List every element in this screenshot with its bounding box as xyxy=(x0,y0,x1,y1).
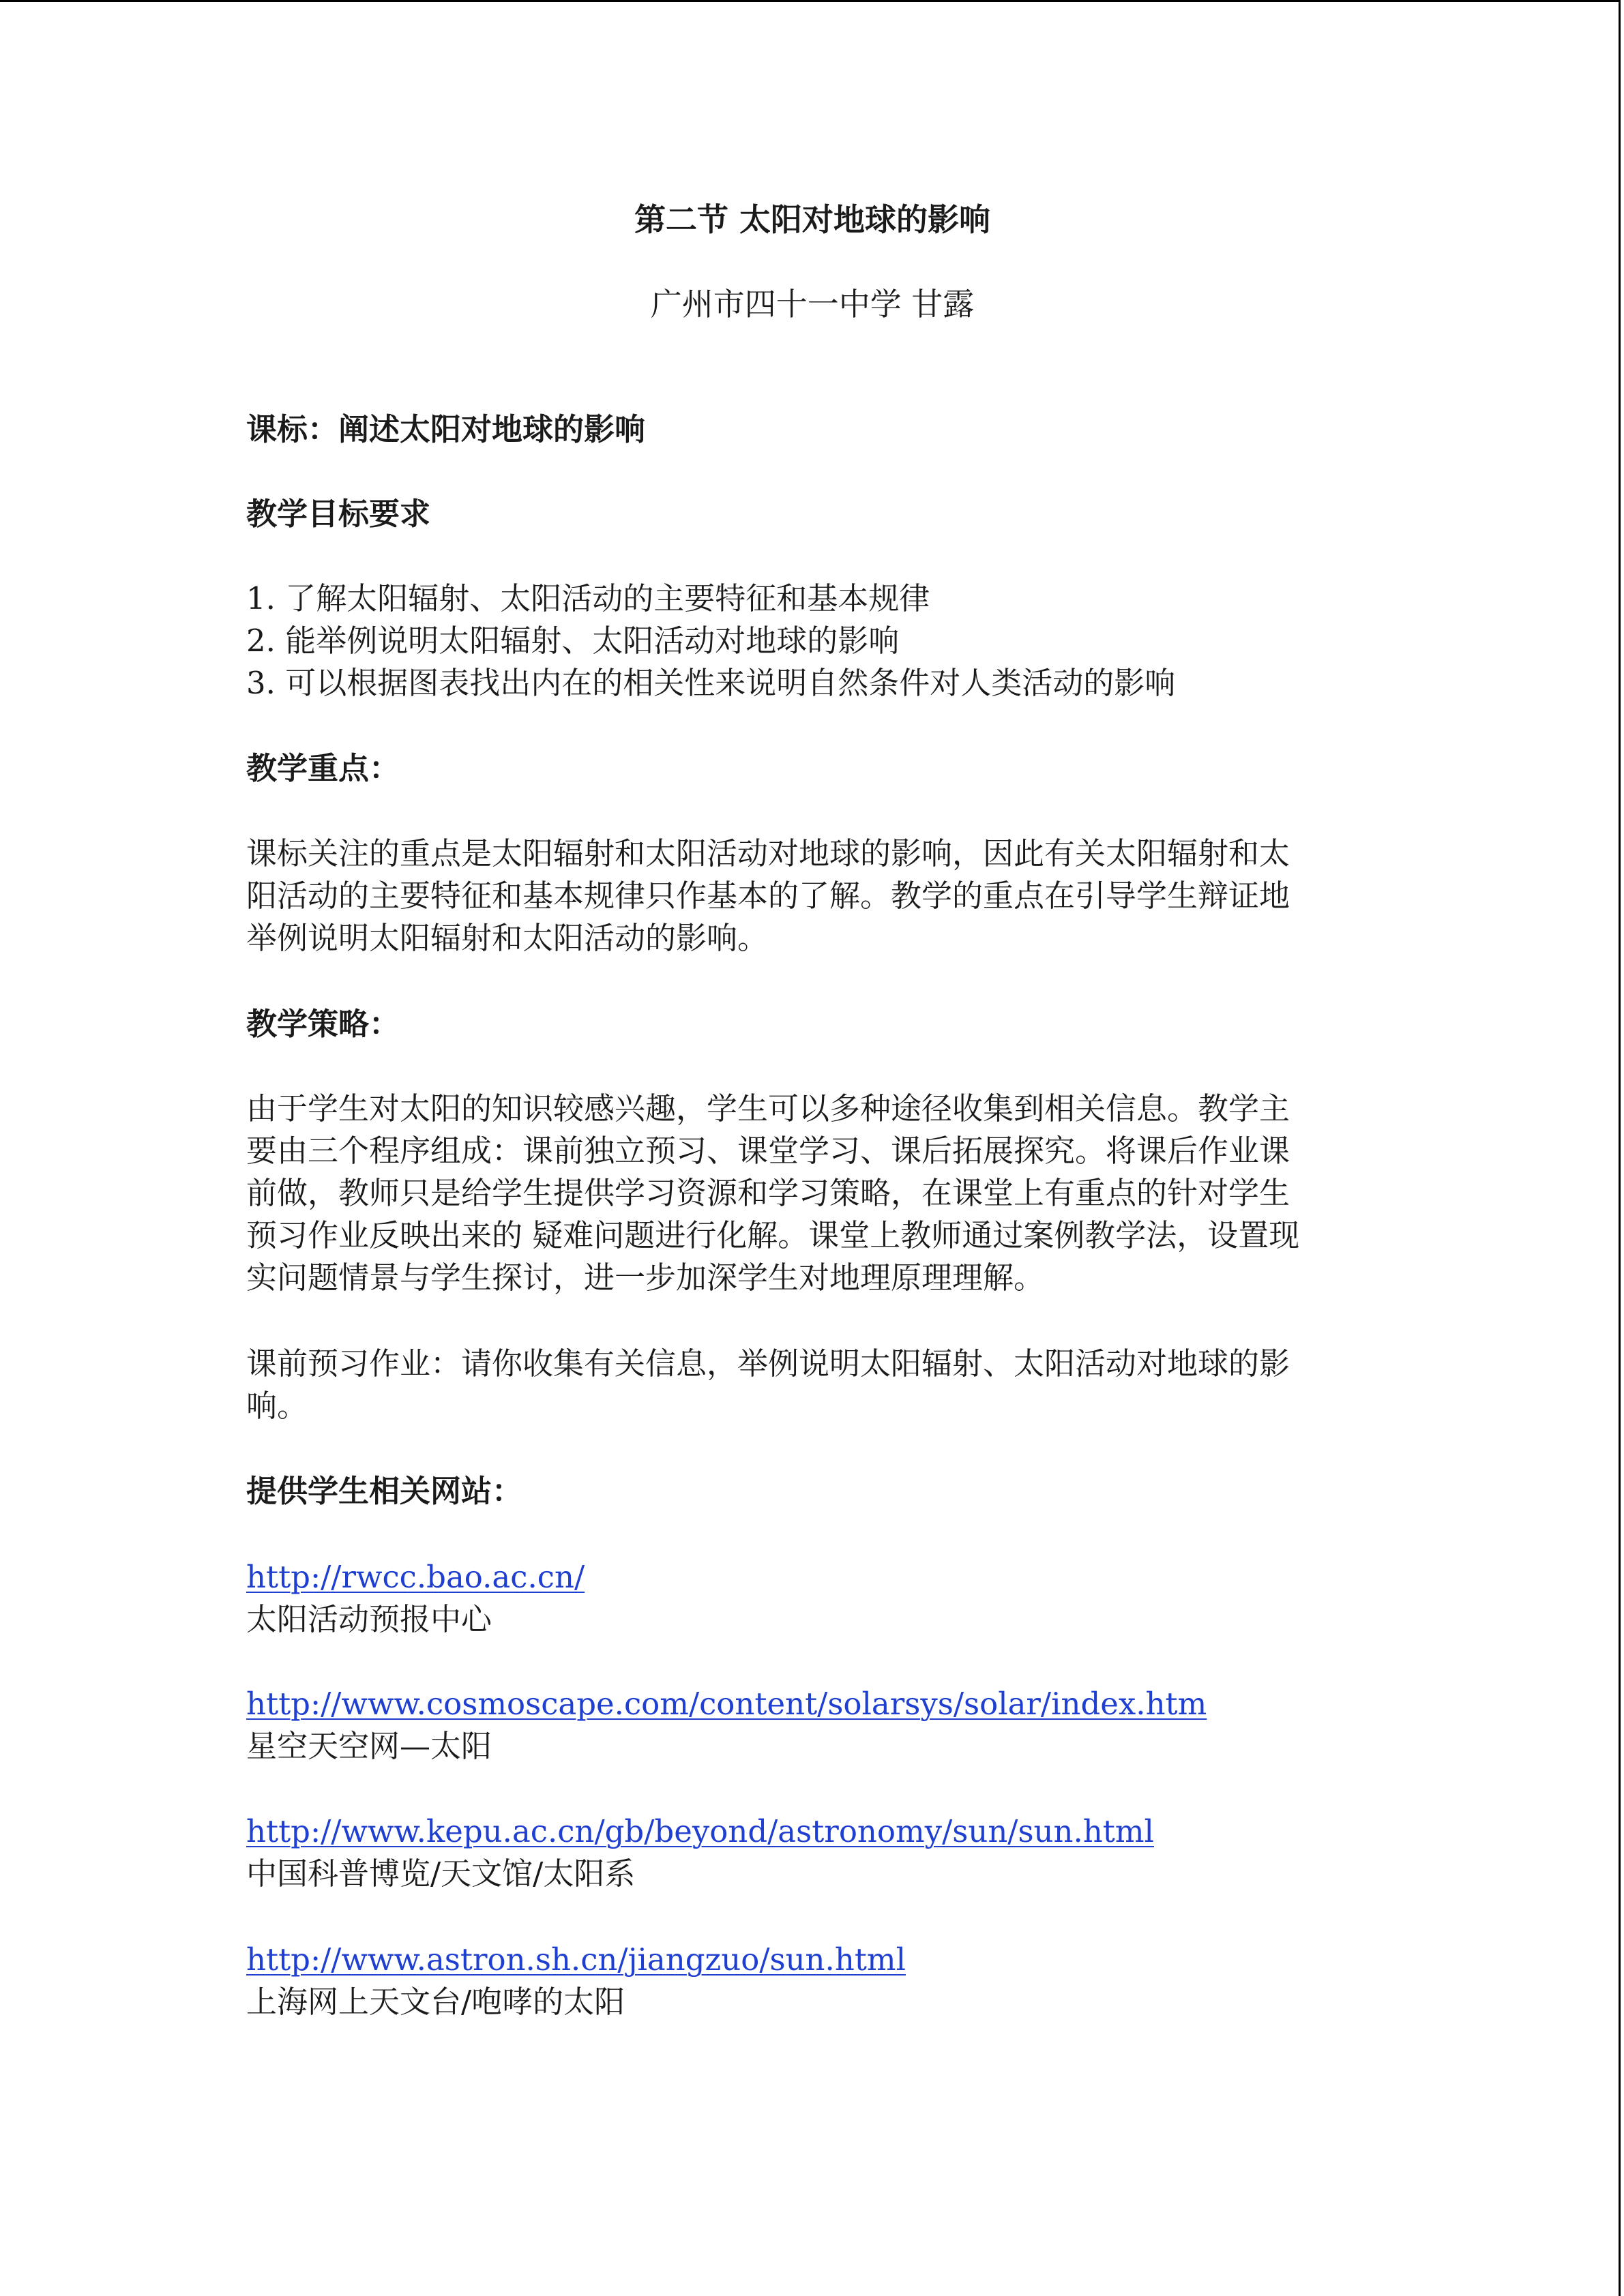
paragraph-line: 由于学生对太阳的知识较感兴趣，学生可以多种途径收集到相关信息。教学主 xyxy=(246,1090,1290,1127)
strategy-heading: 教学策略： xyxy=(246,1006,400,1042)
website-description: 星空天空网—太阳 xyxy=(246,1728,492,1764)
homework-paragraph xyxy=(246,1343,1378,1427)
paragraph-line: 阳活动的主要特征和基本规律只作基本的了解。教学的重点在引导学生辩证地 xyxy=(246,878,1290,914)
objectives-list xyxy=(246,578,1378,704)
objective-item: 2. 能举例说明太阳辐射、太阳活动对地球的影响 xyxy=(246,623,900,659)
paragraph-line: 响。 xyxy=(246,1388,308,1424)
website-link[interactable]: http://rwcc.bao.ac.cn/ xyxy=(246,1559,585,1595)
paragraph-line: 要由三个程序组成：课前独立预习、课堂学习、课后拓展探究。将课后作业课 xyxy=(246,1133,1290,1169)
website-link[interactable]: http://www.cosmoscape.com/content/solarsys/solar/index.htm xyxy=(246,1686,1207,1722)
keypoints-heading: 教学重点： xyxy=(246,750,400,786)
websites-heading: 提供学生相关网站： xyxy=(246,1473,523,1509)
website-entry xyxy=(246,1683,1378,1768)
objective-item: 3. 可以根据图表找出内在的相关性来说明自然条件对人类活动的影响 xyxy=(246,665,1176,701)
website-description: 上海网上天文台/咆哮的太阳 xyxy=(246,1984,625,2020)
keypoints-paragraph xyxy=(246,833,1378,959)
website-description: 太阳活动预报中心 xyxy=(246,1601,492,1637)
website-link[interactable]: http://www.astron.sh.cn/jiangzuo/sun.html xyxy=(246,1941,906,1978)
document-author: 广州市四十一中学 甘露 xyxy=(650,286,975,323)
objective-item: 1. 了解太阳辐射、太阳活动的主要特征和基本规律 xyxy=(246,580,930,616)
paragraph-line: 课标关注的重点是太阳辐射和太阳活动对地球的影响，因此有关太阳辐射和太 xyxy=(246,835,1290,871)
website-entry xyxy=(246,1810,1378,1895)
objectives-heading: 教学目标要求 xyxy=(246,496,431,532)
paragraph-line: 实问题情景与学生探讨，进一步加深学生对地理原理理解。 xyxy=(246,1259,1045,1296)
website-description: 中国科普博览/天文馆/太阳系 xyxy=(246,1855,636,1892)
website-entry xyxy=(246,1939,1378,2023)
paragraph-line: 举例说明太阳辐射和太阳活动的影响。 xyxy=(246,920,769,956)
strategy-paragraph xyxy=(246,1088,1378,1299)
paragraph-line: 课前预习作业：请你收集有关信息，举例说明太阳辐射、太阳活动对地球的影 xyxy=(246,1345,1290,1382)
document-title: 第二节 太阳对地球的影响 xyxy=(634,201,990,238)
paragraph-line: 前做，教师只是给学生提供学习资源和学习策略，在课堂上有重点的针对学生 xyxy=(246,1175,1290,1211)
curriculum-heading: 课标：阐述太阳对地球的影响 xyxy=(246,411,646,447)
website-entry xyxy=(246,1556,1378,1641)
website-link[interactable]: http://www.kepu.ac.cn/gb/beyond/astronomy/sun/sun.html xyxy=(246,1813,1154,1849)
paragraph-line: 预习作业反映出来的 疑难问题进行化解。课堂上教师通过案例教学法，设置现 xyxy=(246,1217,1300,1253)
